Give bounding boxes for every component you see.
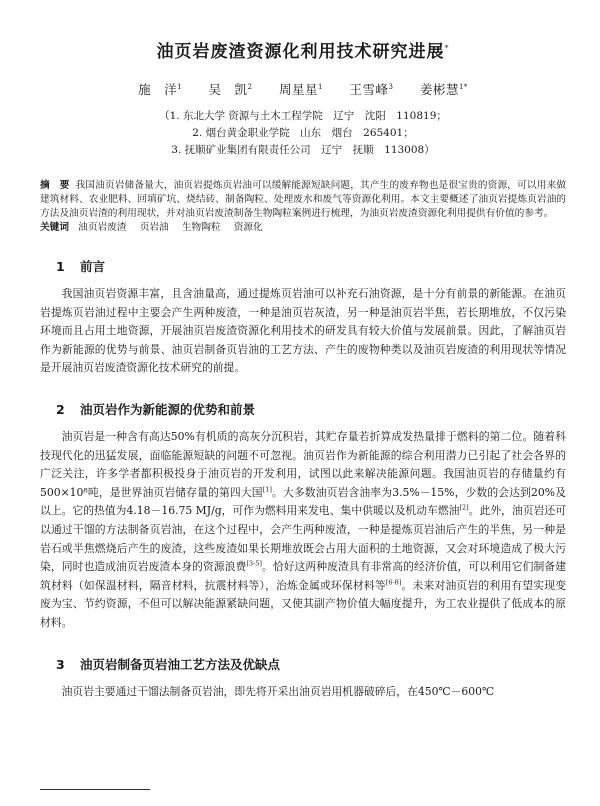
paragraph-text: 。大多数油页岩含油率为3.5%－15%，少数的会达到20%及以上。它的热值为4.18－16.75 MJ/g，可作为燃料用来发电、集中供暖以及机动车燃油 (40, 485, 566, 518)
author-name: 吴 凯 (208, 82, 248, 97)
affiliation-line: 3. 抚顺矿业集团有限责任公司 辽宁 抚顺 113008） (171, 144, 435, 156)
citation-ref: [2] (459, 503, 469, 512)
affiliation-line: （1. 东北大学 资源与土木工程学院 辽宁 沈阳 110819； (159, 110, 447, 122)
footnote-divider (40, 789, 150, 790)
section-number: 1 (56, 259, 65, 274)
author (209, 82, 253, 97)
citation-ref: [1] (262, 485, 272, 494)
title-footnote-marker: * (444, 43, 450, 53)
affiliation-list (40, 108, 566, 159)
paragraph-text: 油页岩是一种含有高达50%有机质的高灰分沉积岩，其贮存量若折算成发热量排于燃料的第二位。随着科技现代化的迅猛发展，面临能源短缺的问题不可忽视。油页岩作为新能源的综合利用潜力已引起了社会各界的广泛关注，许多学者都积极投身于油页岩的开发利用，试图以此来解决能源问题。我国油页岩的存储量约有500×10⁸吨，是世界油页岩储存量的第四大国 (40, 429, 566, 499)
keyword: 油页岩废渣 (78, 222, 127, 233)
author-name: 周星星 (279, 82, 319, 97)
section-title: 油页岩作为新能源的优势和前景 (80, 401, 256, 417)
author-name: 王雪峰 (349, 82, 389, 97)
keywords-label: 关键词 (40, 222, 70, 233)
author-affiliation-mark: 1* (458, 82, 468, 91)
paragraph-text: 。未来对油页岩的利用有望实现变废为宝、节约资源，不但可以解决能源紧缺问题，又使其副产物价值大幅度提升，为工农业提供了低成本的原材料。 (40, 578, 566, 629)
paper-title (40, 37, 566, 62)
keyword: 资源化 (233, 222, 263, 233)
body-paragraph (40, 285, 566, 378)
section-heading (56, 400, 566, 418)
keyword: 生物陶粒 (181, 222, 221, 233)
section-heading (56, 257, 566, 275)
author-affiliation-mark: 1 (177, 82, 183, 91)
author-list (40, 80, 566, 98)
author-name: 施 洋 (138, 82, 178, 97)
affiliation-line: 2. 烟台黄金职业学院 山东 烟台 265401； (192, 127, 414, 139)
author-affiliation-mark: 3 (388, 82, 394, 91)
citation-ref: [3-5] (246, 559, 262, 568)
body-paragraph (40, 428, 566, 633)
paragraph-text: 。此外，油页岩还可以通过干馏的方法制备页岩油，在这个过程中，会产生两种废渣，一种是提炼页岩油后产生的半焦，另一种是岩石或半焦燃烧后产生的废渣，这些废渣如果长期堆放既会占用大面积的土地资源，又会对环境造成了极大污染，同时也造成油页岩废渣本身的资源浪费 (40, 504, 567, 574)
paragraph-text: 我国油页岩资源丰富，且含油量高，通过提炼页岩油可以补充石油资源，是十分有前景的新能源。在油页岩提炼页岩油过程中主要会产生两种废渣，一种是油页岩灰渣，另一种是油页岩半焦，若长期堆放，不仅污染环境而且占用土地资源，开展油页岩废渣资源化利用技术的研发具有较大价值与发展前景。因此，了解油页岩作为新能源的优势与前景、油页岩制备页岩油的工艺方法、产生的废物种类以及油页岩废渣的利用现状等情况是开展油页岩废渣资源化技术研究的前提。 (40, 287, 566, 375)
abstract-text: 我国油页岩储备量大，油页岩提炼页岩油可以缓解能源短缺问题，其产生的废弃物也是很宝贵的资源，可以用来做建筑材料、农业肥料、回填矿坑、烧结砖、制备陶粒、处理废水和废气等资源化利用。本文主要概述了油页岩提炼页岩油的方法及油页岩渣的利用现状，并对油页岩废渣制备生物陶粒案例进行梳理，为油页岩废渣资源化利用提供有价值的参考。 (40, 180, 567, 219)
keyword: 页岩油 (139, 222, 169, 233)
author-affiliation-mark: 1 (318, 82, 323, 91)
author-affiliation-mark: 2 (247, 82, 253, 91)
section-title: 前言 (80, 259, 106, 274)
keywords (40, 221, 566, 235)
author (138, 82, 182, 97)
section-heading (56, 655, 566, 673)
body-paragraph (40, 683, 566, 702)
author (279, 82, 323, 97)
abstract (40, 179, 566, 221)
section-number: 3 (56, 656, 65, 672)
paragraph-text: 油页岩主要通过干馏法制备页岩油，即先将开采出油页岩用机器破碎后，在450℃－600℃ (61, 684, 495, 698)
paragraph-text: 。恰好这两种废渣具有非常高的经济价值，可以利用它们制备建筑材料（如保温材料，隔音材料，抗震材料等），治炼金属或环保材料等 (40, 560, 567, 592)
section-number: 2 (56, 401, 65, 417)
abstract-label: 摘 要 (40, 180, 70, 191)
section-title: 油页岩制备页岩油工艺方法及优缺点 (80, 656, 281, 672)
author-name: 姜彬慧 (419, 82, 459, 97)
title-text: 油页岩废渣资源化利用技术研究进展 (156, 42, 445, 62)
citation-ref: [6-8] (385, 578, 402, 587)
author (420, 82, 468, 97)
author (349, 82, 393, 97)
paper-page (0, 37, 600, 806)
